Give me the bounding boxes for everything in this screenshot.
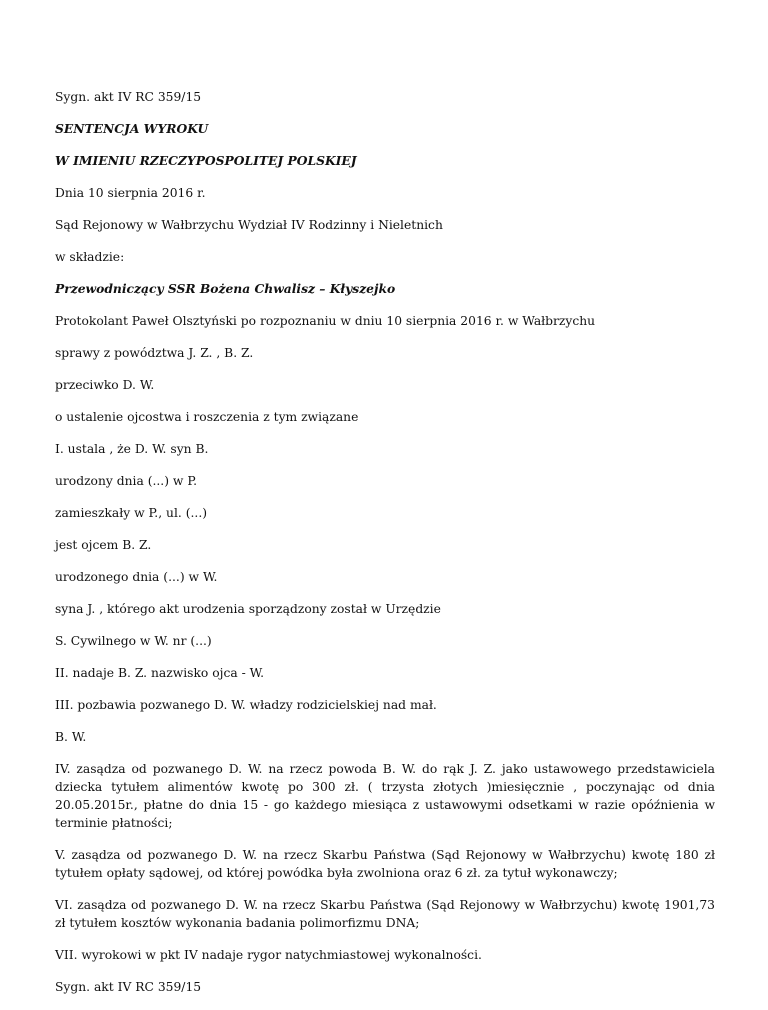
verdict-line: jest ojcem B. Z. bbox=[55, 538, 152, 552]
presiding-judge: Przewodniczący SSR Bożena Chwalisz – Kłyszejko bbox=[55, 281, 396, 296]
verdict-line: S. Cywilnego w W. nr (...) bbox=[55, 634, 212, 648]
verdict-line: urodzony dnia (...) w P. bbox=[55, 474, 198, 488]
verdict-line: urodzonego dnia (...) w W. bbox=[55, 570, 218, 584]
composition-label: w składzie: bbox=[55, 250, 125, 264]
case-subject: o ustalenie ojcostwa i roszczenia z tym związane bbox=[55, 410, 359, 424]
clerk-line: Protokolant Paweł Olsztyński po rozpoznaniu w dniu 10 sierpnia 2016 r. w Wałbrzychu bbox=[55, 314, 596, 328]
document-page bbox=[55, 88, 715, 1010]
verdict-heading: SENTENCJA WYROKU bbox=[55, 121, 209, 136]
case-signature-top: Sygn. akt IV RC 359/15 bbox=[55, 90, 202, 104]
case-from: sprawy z powództwa J. Z. , B. Z. bbox=[55, 346, 254, 360]
verdict-line: III. pozbawia pozwanego D. W. władzy rodzicielskiej nad mał. bbox=[55, 698, 437, 712]
verdict-line: II. nadaje B. Z. nazwisko ojca - W. bbox=[55, 666, 265, 680]
verdict-point-v: V. zasądza od pozwanego D. W. na rzecz Skarbu Państwa (Sąd Rejonowy w Wałbrzychu) kwotę 180 zł tytułem opłaty sądowej, od której powódka była zwolniona oraz 6 zł. za tytuł wykonawczy; bbox=[55, 848, 715, 880]
verdict-point-vi: VI. zasądza od pozwanego D. W. na rzecz Skarbu Państwa (Sąd Rejonowy w Wałbrzychu) kwotę 1901,73 zł tytułem kosztów wykonania badania polimorfizmu DNA; bbox=[55, 898, 715, 930]
court-name: Sąd Rejonowy w Wałbrzychu Wydział IV Rodzinny i Nieletnich bbox=[55, 218, 443, 232]
verdict-line: I. ustala , że D. W. syn B. bbox=[55, 442, 209, 456]
case-against: przeciwko D. W. bbox=[55, 378, 155, 392]
verdict-subheading: W IMIENIU RZECZYPOSPOLITEJ POLSKIEJ bbox=[55, 153, 357, 168]
verdict-line: B. W. bbox=[55, 730, 87, 744]
verdict-point-iv: IV. zasądza od pozwanego D. W. na rzecz powoda B. W. do rąk J. Z. jako ustawowego przedstawiciela dziecka tytułem alimentów kwotę po 300 zł. ( trzysta złotych )miesięcznie , poczynając od dnia 20.05.2015r., płatne do dnia 15 - go każdego miesiąca z ustawowymi odsetkami w razie opóźnienia w terminie płatności; bbox=[55, 762, 715, 830]
case-signature-bottom: Sygn. akt IV RC 359/15 bbox=[55, 980, 202, 994]
verdict-point-vii: VII. wyrokowi w pkt IV nadaje rygor natychmiastowej wykonalności. bbox=[55, 948, 482, 962]
date-line: Dnia 10 sierpnia 2016 r. bbox=[55, 186, 206, 200]
verdict-line: zamieszkały w P., ul. (...) bbox=[55, 506, 208, 520]
verdict-line: syna J. , którego akt urodzenia sporządzony został w Urzędzie bbox=[55, 602, 441, 616]
